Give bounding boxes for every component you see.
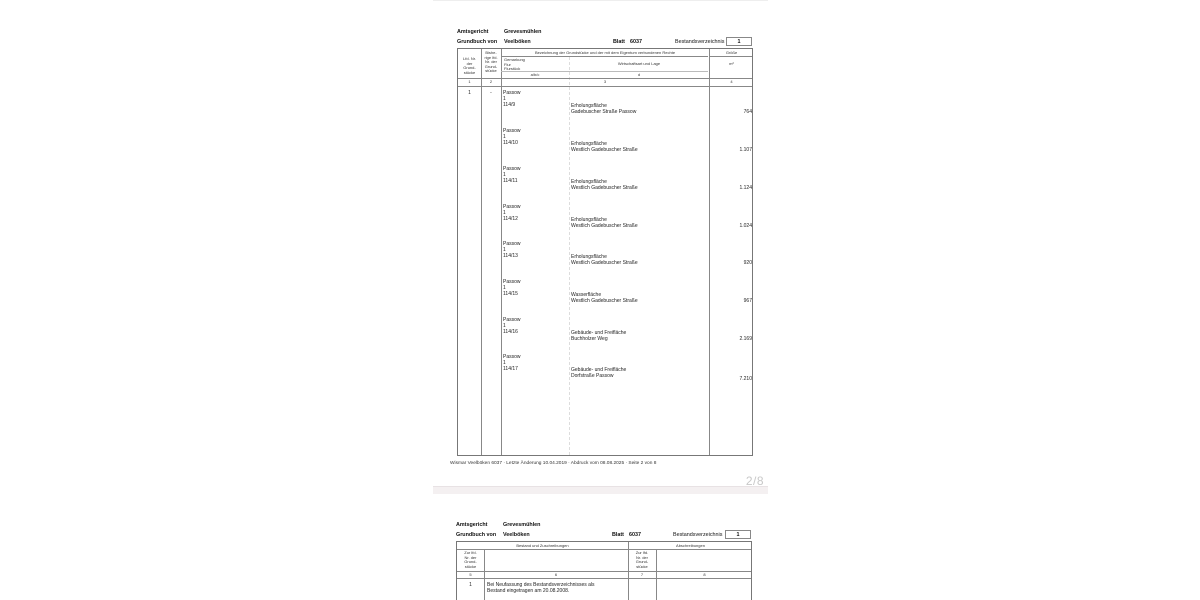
- flurstueck: 114/15: [503, 291, 518, 297]
- groesse: 2.169: [739, 336, 752, 342]
- column-number: 1: [468, 79, 471, 84]
- gemarkung: Passow: [503, 166, 521, 172]
- parcel-row: [458, 354, 752, 391]
- parcel-row: [458, 128, 752, 165]
- lage: Buchholzer Weg: [571, 336, 608, 342]
- bestandsverzeichnis-label: Bestandsverzeichnis: [675, 39, 725, 45]
- row-divider: [709, 56, 752, 57]
- grundbuch-label: Grundbuch von: [456, 532, 497, 538]
- lage: Westlich Gadebuscher Straße: [571, 298, 638, 304]
- gemarkung: Passow: [503, 279, 521, 285]
- header-lfd-nr: Lfd. Nr. der Grund- stücke: [463, 56, 476, 75]
- header-abc: a/b/c: [530, 71, 540, 77]
- lage: Westlich Gadebuscher Straße: [571, 223, 638, 229]
- page-separator: [433, 486, 768, 494]
- groesse: 920: [743, 260, 752, 266]
- header-wirtschaftsart-lage: Wirtschaftsart und Lage: [617, 61, 661, 66]
- gemarkung: Passow: [503, 317, 521, 323]
- header-gemarkung-flur-flurstueck: Gemarkung Flur Flurstück: [504, 57, 525, 72]
- flurstueck: 114/17: [503, 366, 518, 372]
- pdf-viewer[interactable]: [433, 0, 768, 600]
- parcel-row: [458, 166, 752, 203]
- header-abschreibungen: Abschreibungen: [676, 542, 705, 548]
- flurstueck: 114/12: [503, 216, 518, 222]
- blatt-label: Blatt: [613, 39, 625, 45]
- wirtschaftsart: Erholungsfläche: [571, 103, 607, 109]
- groesse: 967: [743, 298, 752, 304]
- row-divider: [457, 578, 751, 579]
- groesse: 7.210: [739, 376, 752, 382]
- parcel-row: [458, 204, 752, 241]
- lage: Westlich Gadebuscher Straße: [571, 185, 638, 191]
- blatt-value: 6037: [629, 532, 641, 538]
- bestandsverzeichnis-box: 1: [726, 37, 752, 46]
- flurstueck: 114/10: [503, 140, 518, 146]
- column-number: 2: [489, 79, 493, 84]
- row-divider: [457, 571, 751, 572]
- header-bisherige-nr: Bishe- rige lfd. Nr. der Grund- stücke: [484, 50, 498, 74]
- column-number: 4: [730, 79, 733, 84]
- column-number: 7: [640, 572, 644, 577]
- groesse: 1.107: [739, 147, 752, 153]
- parcel-row: [458, 279, 752, 316]
- amtsgericht-label: Amtsgericht: [457, 29, 489, 35]
- header-unit: m²: [729, 61, 734, 66]
- page-indicator: 2/8: [745, 474, 764, 488]
- lage: Dorfstraße Passow: [571, 373, 614, 379]
- column-number: 8: [703, 572, 706, 577]
- blatt-value: 6037: [630, 39, 642, 45]
- zuschreibungen-table: [456, 541, 752, 600]
- wirtschaftsart: Gebäude- und Freifläche: [571, 330, 627, 336]
- bestandsverzeichnis-label: Bestandsverzeichnis: [673, 532, 723, 538]
- groesse: 1.124: [739, 185, 752, 191]
- entry-nr: 1: [469, 582, 472, 588]
- lfd-nr-value: 1: [468, 90, 471, 96]
- parcel-row: [458, 90, 752, 127]
- grundbuch-label: Grundbuch von: [457, 39, 498, 45]
- flur: 1: [503, 247, 506, 253]
- bestandsverzeichnis-table: [457, 48, 753, 456]
- flur: 1: [503, 172, 506, 178]
- grundbuch-value: Veelböken: [504, 39, 531, 45]
- flurstueck: 114/9: [503, 102, 516, 108]
- flur: 1: [503, 323, 506, 329]
- flur: 1: [503, 210, 506, 216]
- header-zur-lfd-nr: Zur lfd. Nr. der Grund- stücke: [635, 550, 649, 569]
- header-bezeichnung: Bezeichnung der Grundstücke und der mit dem Eigentum verbundenen Rechte: [534, 50, 676, 55]
- parcel-row: [458, 317, 752, 354]
- wirtschaftsart: Gebäude- und Freifläche: [571, 367, 627, 373]
- wirtschaftsart: Erholungsfläche: [571, 254, 607, 260]
- row-divider: [501, 56, 708, 57]
- header-groesse: Größe: [725, 50, 738, 55]
- flurstueck: 114/16: [503, 329, 518, 335]
- flur: 1: [503, 134, 506, 140]
- document-page-3: [433, 494, 768, 600]
- lage: Westlich Gadebuscher Straße: [571, 260, 638, 266]
- wirtschaftsart: Wasserfläche: [571, 292, 602, 298]
- groesse: 1.024: [739, 223, 752, 229]
- bestandsverzeichnis-box: 1: [725, 530, 751, 539]
- lage: Westlich Gadebuscher Straße: [571, 147, 638, 153]
- flurstueck: 114/11: [503, 178, 518, 184]
- gemarkung: Passow: [503, 90, 521, 96]
- header-bestand-zuschreibungen: Bestand und Zuschreibungen: [516, 542, 569, 548]
- row-divider: [458, 86, 752, 87]
- groesse: 764: [743, 109, 752, 115]
- gemarkung: Passow: [503, 204, 521, 210]
- gemarkung: Passow: [503, 128, 521, 134]
- header-d: d: [637, 71, 641, 77]
- flur: 1: [503, 285, 506, 291]
- column-number: 6: [554, 572, 558, 577]
- column-number: 3: [603, 79, 607, 84]
- header-zur-lfd-nr: Zur lfd. Nr. der Grund- stücke: [464, 550, 477, 569]
- gemarkung: Passow: [503, 241, 521, 247]
- flur: 1: [503, 360, 506, 366]
- amtsgericht-value: Grevesmühlen: [503, 522, 541, 528]
- column-number: 5: [469, 572, 472, 577]
- amtsgericht-label: Amtsgericht: [456, 522, 488, 528]
- wirtschaftsart: Erholungsfläche: [571, 141, 607, 147]
- entry-text-line2: Bestand eingetragen am 20.08.2008.: [487, 588, 570, 594]
- wirtschaftsart: Erholungsfläche: [571, 179, 607, 185]
- flurstueck: 114/13: [503, 253, 518, 259]
- wirtschaftsart: Erholungsfläche: [571, 217, 607, 223]
- document-page-2: [433, 0, 768, 486]
- gemarkung: Passow: [503, 354, 521, 360]
- parcel-row: [458, 241, 752, 278]
- row-divider: [457, 549, 751, 550]
- grundbuch-value: Veelböken: [503, 532, 530, 538]
- amtsgericht-value: Grevesmühlen: [504, 29, 542, 35]
- lage: Gadebuscher Straße Passow: [571, 109, 637, 115]
- entry-text-line1: Bei Neufassung des Bestandsverzeichnisses als: [487, 582, 595, 588]
- flur: 1: [503, 96, 506, 102]
- bisherige-nr-value: -: [490, 90, 492, 96]
- blatt-label: Blatt: [612, 532, 624, 538]
- page-footer: Wismar Veelböken 6037 · Letzte Änderung 10.04.2019 · Abdruck vom 08.08.2025 · Seite 2 von 8: [450, 461, 657, 466]
